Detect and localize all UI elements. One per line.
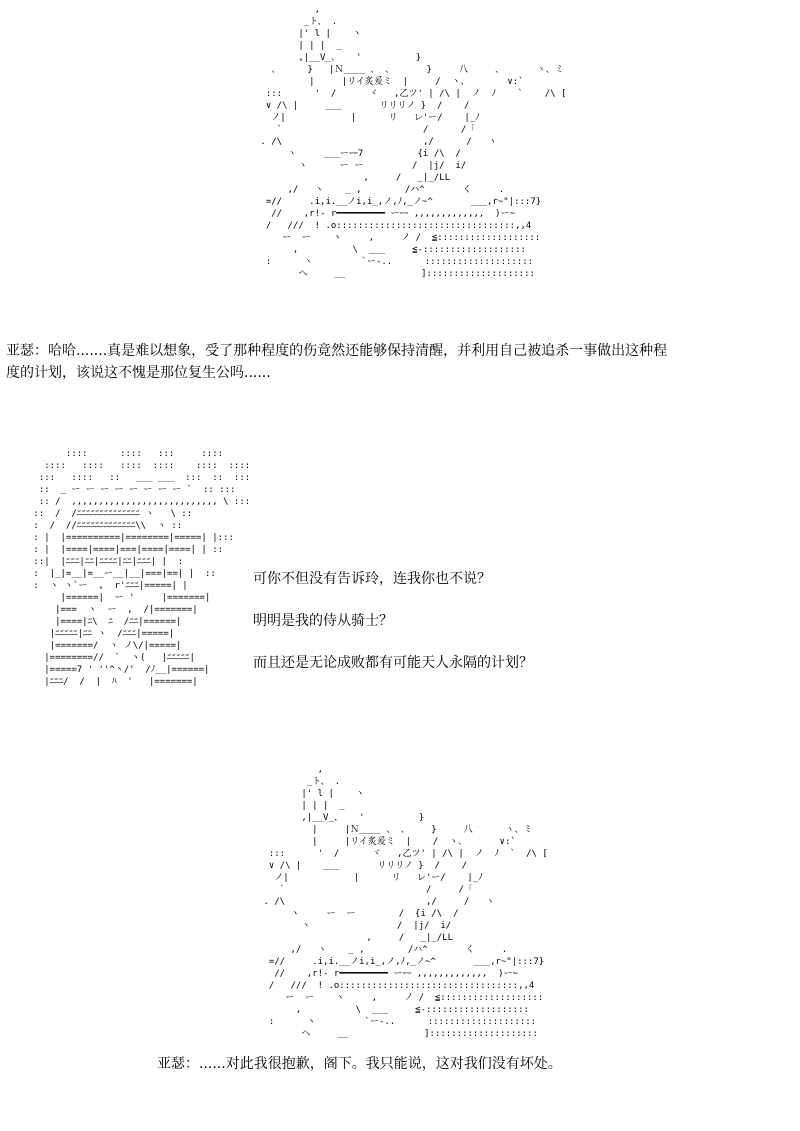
ascii-art-character-middle: :::: :::: ::: :::: :::: :::: :::: :::: :::: :::: ::: :::: :: ___ ___ ::: :: ::: :: _ ー ー ー ー ー ー ー ー ` :: ::: :: / ,,,,,,,,,,,,,,,,,,,,,,,,,,, \ ::: :: / /ﾆﾆﾆﾆﾆﾆﾆﾆﾆﾆﾆﾆﾆﾆ ヽ \ :: : / //ﾆﾆﾆﾆﾆﾆﾆﾆﾆﾆﾆﾆﾆ\\ ヽ :: : | |==========|========|=====| |::: : | |====|====|===|====|====| | :: ::| |ﾆﾆﾆ|ﾆﾆ|ﾆﾆﾆﾆ|ﾆﾆ|ﾆﾆﾆ| | : : |_|=__|=__ー__|__|===|==| | :: : ヽ ヽ`ー , r'ﾆﾆﾆ|=====| | |======| ー ' |=======| |=== ヽ ー , /|=======| |====|ﾆ\ ﾆ /ﾆﾆ|======| |ﾆﾆﾆﾆﾆ|ﾆﾆ ヽ /ﾆﾆﾆ|=====| |=======/ ヽ ノ\/|=====| |========// ` ヽ( |ﾆﾆﾆﾆﾆ| |=====7 ' ''^ヽ/' /ﾉ__|======| |ﾆﾆﾆ/ / | ﾊ ' |=======| xyxy=(33,449,251,687)
dialogue-arthur-1-continued: 度的计划，该说这不愧是那位复生公吗...... xyxy=(6,365,271,381)
ascii-art-character-top: , _ト、 . |' l | ヽ | | | _ ,|__V_、 ' } 、 } |Ｎ____ 、 、 } 八 、 ヽ、ミ | |リイ炙爰ミ | / ヽ、 ∨:` ::: ' / ヾ ,乙ツ' | /\ | ノ ﾉ ` /\ [ ∨ /\ | ___ リリリノ } / / ノ| | リ レ'ー/ |_ﾉ ` / /「 . /\ ,/ / ヽ ヽ ___ーｰｰ7 {i /\ / ヽ ー ー / |j/ i/ , / _|_/LL ,/ ヽ _ , /ハ^ く . =// .i,i.__ノi,i_,ノ,ﾉ,_ノ~^ ___,r~"|:::7} // ,r!- r━━━━━━━━━ ーｰｰ ,,,,,,,,,,,,, )ー~ / /// ! .o:::::::::::::::::::::::::::::::::,,4 ー ー ヽ , ノ / ≦::::::::::::::::::: , \ ___ ≦-::::::::::::::::::: : ヽ `ー-.. :::::::::::::::::::: ヘ __ ]:::::::::::::::::::: xyxy=(260,5,567,279)
dialogue-arthur-2: 亚瑟：......对此我很抱歉，阁下。我只能说，这对我们没有坏处。 xyxy=(157,1056,562,1072)
dialogue-question-1: 可你不但没有告诉玲，连我你也不说？ xyxy=(253,571,491,587)
dialogue-arthur-1: 亚瑟：哈哈.......真是难以想象，受了那种程度的伤竟然还能够保持清醒，并利用自己被追杀一事做出这种程 xyxy=(6,343,668,359)
dialogue-question-2: 明明是我的侍从骑士？ xyxy=(253,613,393,629)
ascii-art-character-bottom: , _ト、 . |' l | ヽ | | | _ ,|__V_、 ' } | |Ｎ____ 、 、 } 八 ヽ、ミ | |リイ炙爰ミ | / ヽ、 ∨:` ::: ' / ヾ ,乙ツ' | /\ | ノ ﾉ ` /\ [ ∨ /\ | ___ リリリノ } / / ノ| | リ レ'ー/ |_ﾉ ` / /「 . /\ ,/ / ヽ ヽ ー ー / {i /\ / ヽ / |j/ i/ , / _|_/LL ,/ ヽ _ , /ハ^ く . =// .i,i.__ノi,i_,ノ,ﾉ,_ノ~^ ___,r~"|:::7} // ,r!- r━━━━━━━━━ ーｰｰ ,,,,,,,,,,,,, )ー~ / /// ! .o:::::::::::::::::::::::::::::::::,,4 ー ー ヽ , ノ / ≦::::::::::::::::::: , \ ___ ≦-::::::::::::::::::: : ヽ `ー-.. :::::::::::::::::::: ヘ __ ]:::::::::::::::::::: xyxy=(263,765,548,1039)
dialogue-question-3: 而且还是无论成败都有可能天人永隔的计划？ xyxy=(253,655,533,671)
